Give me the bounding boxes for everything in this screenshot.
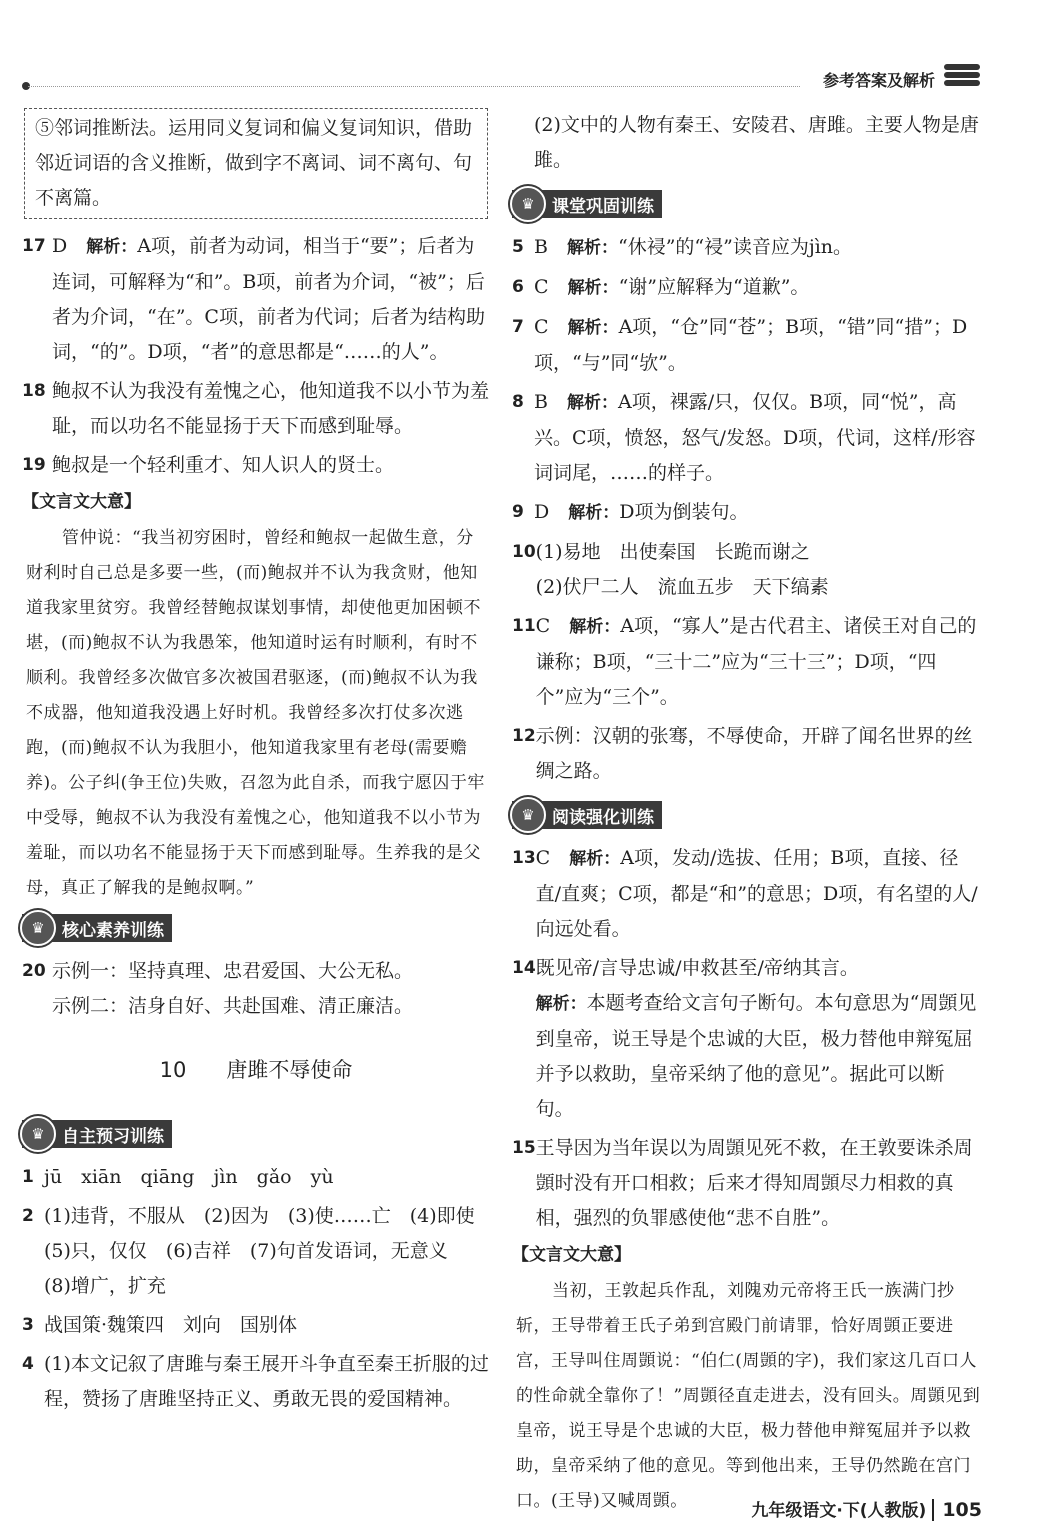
- answer-text: A项，前者为动词，相当于“要”；后者为连词，可解释为“和”。B项，前者为介词，“被”；后者为介词，“在”。C项，前者为代词；后者为结构助词，“的”。D项，“者”的意思都是“……的人”。: [52, 235, 485, 363]
- question-number: 18: [22, 381, 46, 401]
- answer-19: [22, 448, 490, 483]
- answer-9: [512, 495, 982, 531]
- translation-body: 管仲说：“我当初穷困时，曾经和鲍叔一起做生意，分财利时自己总是多要一些，(而)鲍叔并不认为我贪财，他知道我家里贫穷。我曾经替鲍叔谋划事情，却使他更加困顿不堪，(而)鲍叔不认为我愚笨，他知道时运有时顺利，有时不顺利。我曾经多次做官多次被国君驱逐，(而)鲍叔不认为我不成器，他知道我没遇上好时机。我曾经多次打仗多次逃跑，(而)鲍叔不认为我胆小，他知道我家里有老母(需要赡养)。公子纠(争王位)失败，召忽为此自杀，而我宁愿囚于牢中受辱，鲍叔不认为我没有羞愧之心，他知道我不以小节为羞耻，而以功名不能显扬于天下而感到耻辱。生养我的是父母，真正了解我的是鲍叔啊。”: [26, 528, 485, 898]
- answer-6: [512, 270, 982, 306]
- answer-text: 鲍叔不认为我没有羞愧之心，他知道我不以小节为羞耻，而以功名不能显扬于天下而感到耻辱。: [52, 380, 490, 437]
- answer-4: [22, 1347, 490, 1417]
- answer-text: A项，“仓”同“苍”；B项，“错”同“措”；D项，“与”同“欤”。: [534, 316, 968, 374]
- question-number: 11: [512, 616, 536, 636]
- answer-17: [22, 229, 490, 370]
- question-number: 1: [22, 1167, 34, 1187]
- answer-line: 示例二：洁身自好、共赴国难、清正廉洁。: [52, 995, 414, 1017]
- answer-letter: C: [534, 316, 549, 338]
- answer-7: [512, 310, 982, 381]
- question-number: 9: [512, 502, 524, 522]
- banner-label: 自主预习训练: [62, 1126, 164, 1147]
- answer-2: [22, 1199, 490, 1304]
- right-column: [512, 108, 982, 1519]
- answer-20: [22, 954, 490, 1024]
- answer-8: [512, 385, 982, 491]
- lesson-number: 10: [159, 1058, 187, 1082]
- answer-12: [512, 719, 982, 789]
- question-number: 10: [512, 542, 536, 562]
- answer-text: 示例：汉朝的张骞，不辱使命，开辟了闻名世界的丝绸之路。: [535, 725, 973, 782]
- question-number: 17: [22, 236, 46, 256]
- answer-text: “休祲”的“祲”读音应为jìn。: [617, 236, 853, 258]
- method-box: ⑤邻词推断法。运用同义复词和偏义复词知识，借助邻近词语的含义推断，做到字不离词、词不离句、句不离篇。: [24, 108, 488, 219]
- answer-letter: C: [535, 847, 551, 869]
- translation-text: [22, 521, 490, 906]
- answer-line: (1)易地 出使秦国 长跪而谢之: [535, 541, 810, 563]
- answer-14: [512, 951, 982, 1127]
- question-number: 3: [22, 1315, 34, 1335]
- analysis-label: 解析：: [535, 994, 587, 1014]
- lesson-title: [22, 1054, 490, 1084]
- analysis-label: 解析：: [86, 237, 138, 257]
- question-number: 7: [512, 317, 524, 337]
- page-header: [0, 0, 1060, 100]
- banner-reading: [512, 801, 662, 829]
- answer-text: A项，发动/选拔、任用；B项，直接、径直/直爽；C项，都是“和”的意思；D项，有名望的人/向远处看。: [535, 847, 978, 940]
- answer-text: A项，“寡人”是古代君主、诸侯王对自己的谦称；B项，“三十二”应为“三十三”；D项，“四个”应为“三个”。: [535, 615, 977, 708]
- answer-text: 本题考查给文言句子断句。本句意思为“周顗见到皇帝，说王导是个忠诚的大臣，极力替他申辩冤屈并予以救助，皇帝采纳了他的意见”。据此可以断句。: [535, 992, 977, 1120]
- answer-letter: B: [534, 391, 548, 413]
- crown-icon: ♛: [20, 910, 56, 946]
- answer-5: [512, 230, 982, 266]
- answer-line: 既见帝/言导忠诚/申救甚至/帝纳其言。: [535, 957, 859, 979]
- crown-icon: ♛: [20, 1116, 56, 1152]
- answer-line: 示例一：坚持真理、忠君爱国、大公无私。: [52, 960, 414, 982]
- answer-letter: D: [534, 501, 550, 523]
- question-number: 13: [512, 848, 536, 868]
- question-number: 20: [22, 961, 46, 981]
- answer-4-part2: (2)文中的人物有秦王、安陵君、唐雎。主要人物是唐雎。: [534, 114, 979, 171]
- translation-body: 当初，王敦起兵作乱，刘隗劝元帝将王氏一族满门抄斩，王导带着王氏子弟到宫殿门前请罪，恰好周顗正要进宫，王导叫住周顗说：“伯仁(周顗的字)，我们家这几百口人的性命就全靠你了！”周顗径直走进去，没有回头。周顗见到皇帝，说王导是个忠诚的大臣，极力替他申辩冤屈并予以救助，皇帝采纳了他的意见。等到他出来，王导仍然跪在宫门口。(王导)又喊周顗。: [516, 1281, 981, 1511]
- analysis-label: 解析：: [569, 849, 621, 869]
- answer-text: A项，裸露/只，仅仅。B项，同“悦”，高兴。C项，愤怒，怒气/发怒。D项，代词，这样/形容词词尾，……的样子。: [534, 391, 976, 484]
- answer-text: 鲍叔是一个轻利重才、知人识人的贤士。: [52, 454, 395, 476]
- question-number: 12: [512, 726, 536, 746]
- banner-self-preview: [22, 1120, 172, 1148]
- lesson-name: 唐雎不辱使命: [226, 1058, 353, 1082]
- answer-text: (1)本文记叙了唐雎与秦王展开斗争直至秦王折服的过程，赞扬了唐雎坚持正义、勇敢无畏的爱国精神。: [44, 1353, 489, 1410]
- answer-line: (1)违背，不服从 (2)因为 (3)使……亡 (4)即使: [44, 1205, 475, 1227]
- analysis-label: 解析：: [568, 503, 620, 523]
- answer-text: “谢”应解释为“道歉”。: [618, 276, 810, 298]
- banner-label: 课堂巩固训练: [552, 196, 654, 217]
- banner-core-literacy: [22, 914, 172, 942]
- answer-1: [22, 1160, 490, 1195]
- footer-book-title: 九年级语文·下(人教版): [751, 1501, 927, 1521]
- banner-label: 阅读强化训练: [552, 807, 654, 828]
- analysis-label: 解析：: [567, 278, 619, 298]
- question-number: 4: [22, 1354, 34, 1374]
- question-number: 15: [512, 1138, 536, 1158]
- answer-11: [512, 609, 982, 715]
- answer-text: jū xiān qiāng jìn gǎo yù: [44, 1166, 334, 1188]
- answer-text: D项为倒装句。: [619, 501, 749, 523]
- answer-text: 战国策·魏策四 刘向 国别体: [44, 1314, 298, 1336]
- analysis-label: 解析：: [569, 617, 621, 637]
- answer-letter: B: [534, 236, 548, 258]
- answer-letter: C: [535, 615, 551, 637]
- section-heading: 【文言文大意】: [512, 1245, 631, 1265]
- crown-icon: ♛: [510, 797, 546, 833]
- answer-15: [512, 1131, 982, 1236]
- analysis-label: 解析：: [567, 318, 619, 338]
- question-number: 2: [22, 1206, 34, 1226]
- section-heading: 【文言文大意】: [22, 492, 141, 512]
- answer-line: (8)增广，扩充: [44, 1275, 166, 1297]
- answer-text: 王导因为当年误以为周顗见死不救，在王敦要诛杀周顗时没有开口相救；后来才得知周顗尽力相救的真相，强烈的负罪感使他“悲不自胜”。: [535, 1137, 973, 1229]
- header-rule: [28, 86, 800, 87]
- page-footer: [751, 1496, 982, 1521]
- question-number: 6: [512, 277, 524, 297]
- books-icon: [944, 64, 980, 92]
- left-column: [22, 108, 490, 1421]
- crown-icon: ♛: [510, 186, 546, 222]
- answer-18: [22, 374, 490, 444]
- question-number: 8: [512, 392, 524, 412]
- analysis-label: 解析：: [566, 393, 618, 413]
- answer-letter: D: [52, 235, 68, 257]
- answer-3: [22, 1308, 490, 1343]
- answer-letter: C: [534, 276, 549, 298]
- analysis-label: 解析：: [566, 238, 618, 258]
- banner-classroom: [512, 190, 662, 218]
- answer-13: [512, 841, 982, 947]
- banner-label: 核心素养训练: [62, 920, 164, 941]
- answer-10: [512, 535, 982, 605]
- page-number: 105: [932, 1499, 982, 1521]
- header-title: 参考答案及解析: [822, 71, 935, 90]
- answer-line: (5)只，仅仅 (6)吉祥 (7)句首发语词，无意义: [44, 1240, 448, 1262]
- question-number: 14: [512, 958, 536, 978]
- question-number: 5: [512, 237, 524, 257]
- question-number: 19: [22, 455, 46, 475]
- translation-text: [512, 1274, 982, 1519]
- answer-line: (2)伏尸二人 流血五步 天下缟素: [535, 576, 829, 598]
